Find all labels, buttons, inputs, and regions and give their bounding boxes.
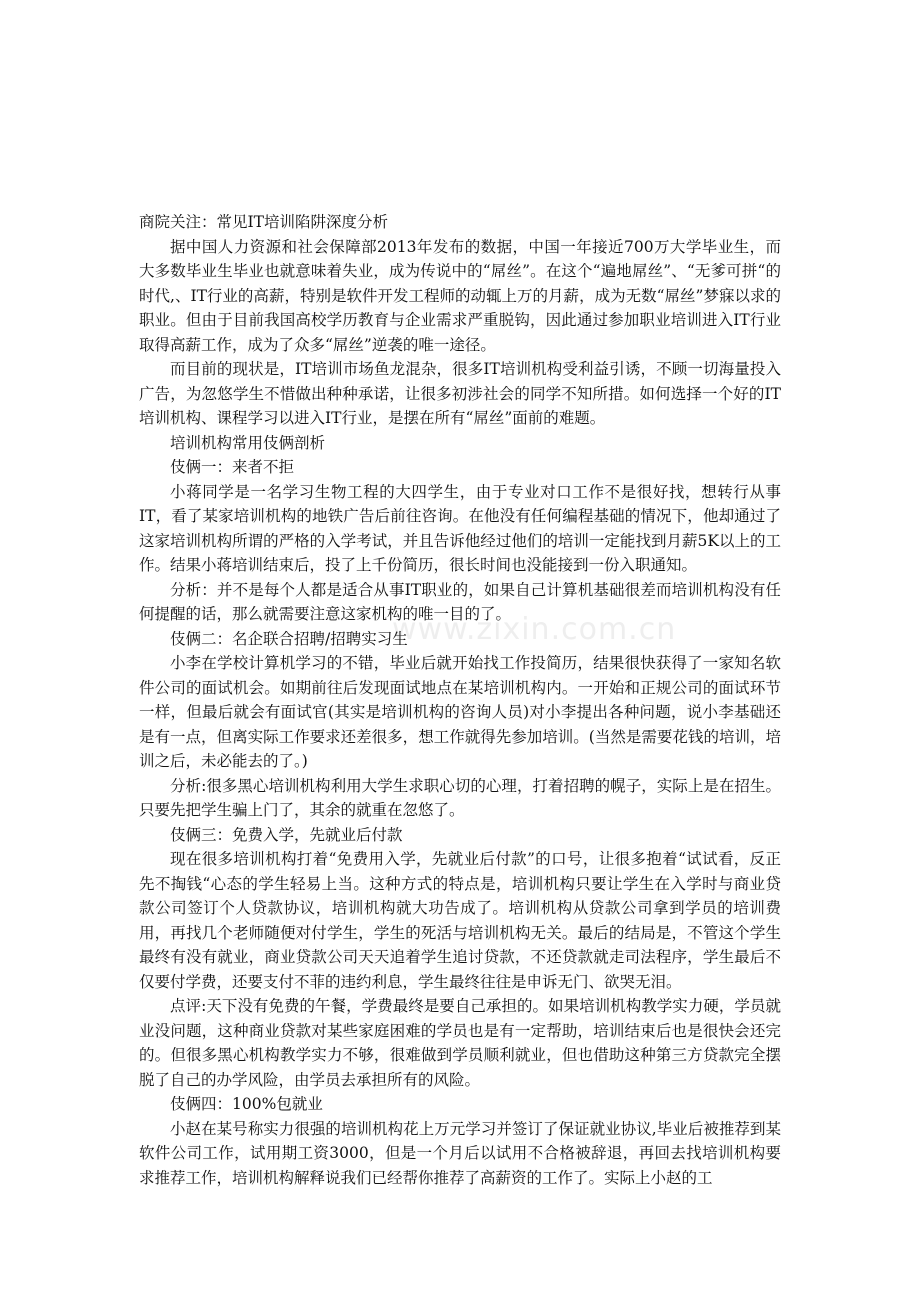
paragraph-intro: 据中国人力资源和社会保障部2013年发布的数据，中国一年接近700万大学毕业生，而大多数毕业生毕业也就意味着失业，成为传说中的“屌丝”。在这个“遍地屌丝”、“无爹可拼“的时代,、IT行业的高薪，特别是软件开发工程师的动辄上万的月薪，成为无数“屌丝”梦寐以求的职业。但由于目前我国高校学历教育与企业需求严重脱钩，因此通过参加职业培训进入IT行业取得高薪工作，成为了众多“屌丝”逆袭的唯一途径。 xyxy=(139,237,781,354)
watermark: www.zixin.com.cn xyxy=(392,612,677,647)
section-heading: 培训机构常用伎俩剖析 xyxy=(170,433,326,452)
trick-heading-1: 伎俩一：来者不拒 xyxy=(170,458,295,476)
trick-heading-4: 伎俩四：100%包就业 xyxy=(170,1095,323,1113)
trick-case-2: 小李在学校计算机学习的不错，毕业后就开始找工作投简历，结果很快获得了一家知名软件公司的面试机会。如期前往后发现面试地点在某培训机构内。一开始和正规公司的面试环节一样，但最后就会有面试官(其实是培训机构的咨询人员)对小李提出各种问题，说小李基础还是有一点，但离实际工作要求还差很多，想工作就得先参加培训。(当然是需要花钱的培训，培训之后，未必能去的了。) xyxy=(139,654,781,770)
trick-analysis-1: 分析：并不是每个人都是适合从事IT职业的，如果自己计算机基础很差而培训机构没有任何提醒的话，那么就需要注意这家机构的唯一目的了。 xyxy=(139,580,781,623)
trick-case-1: 小蒋同学是一名学习生物工程的大四学生，由于专业对口工作不是很好找，想转行从事IT，看了某家培训机构的地铁广告后前往咨询。在他没有任何编程基础的情况下，他却通过了这家培训机构所谓的严格的入学考试，并且告诉他经过他们的培训一定能找到月薪5K以上的工作。结果小蒋培训结束后，投了上千份简历，很长时间也没能接到一份入职通知。 xyxy=(139,482,781,574)
trick-heading-2: 伎俩二：名企联合招聘/招聘实习生 xyxy=(170,629,408,648)
trick-case-3: 现在很多培训机构打着“免费用入学，先就业后付款”的口号，让很多抱着“试试看，反正先不掏钱“心态的学生轻易上当。这种方式的特点是，培训机构只要让学生在入学时与商业贷款公司签订个人贷款协议，培训机构就大功告成了。培训机构从贷款公司拿到学员的培训费用，再找几个老师随便对付学生，学生的死活与培训机构无关。最后的结局是，不管这个学生最终有没有就业，商业贷款公司天天追着学生追讨贷款，不还贷款就走司法程序，学生最后不仅要付学费，还要支付不菲的违约利息，学生最终往往是申诉无门、欲哭无泪。 xyxy=(139,850,781,991)
trick-analysis-2: 分析:很多黑心培训机构利用大学生求职心切的心理，打着招聘的幌子，实际上是在招生。只要先把学生骗上门了，其余的就重在忽悠了。 xyxy=(139,776,781,819)
trick-comment-3: 点评:天下没有免费的午餐，学费最终是要自己承担的。如果培训机构教学实力硬，学员就业没问题，这种商业贷款对某些家庭困难的学员也是有一定帮助，培训结束后也是很快会还完的。但很多黑心机构教学实力不够，很难做到学员顺利就业，但也借助这种第三方贷款完全摆脱了自己的办学风险，由学员去承担所有的风险。 xyxy=(139,997,781,1089)
trick-heading-3: 伎俩三：免费入学，先就业后付款 xyxy=(170,825,403,844)
document-body xyxy=(139,210,781,1190)
trick-case-4: 小赵在某号称实力很强的培训机构花上万元学习并签订了保证就业协议,毕业后被推荐到某软件公司工作，试用期工资3000，但是一个月后以试用不合格被辞退，再回去找培训机构要求推荐工作，培训机构解释说我们已经帮你推荐了高薪资的工作了。实际上小赵的工 xyxy=(139,1119,781,1187)
document-title: 商院关注：常见IT培训陷阱深度分析 xyxy=(139,213,388,231)
paragraph-current-situation: 而目前的现状是，IT培训市场鱼龙混杂，很多IT培训机构受利益引诱，不顾一切海量投入广告，为忽悠学生不惜做出种种承诺，让很多初涉社会的同学不知所措。如何选择一个好的IT培训机构、课程学习以进入IT行业，是摆在所有“屌丝”面前的难题。 xyxy=(139,360,781,427)
